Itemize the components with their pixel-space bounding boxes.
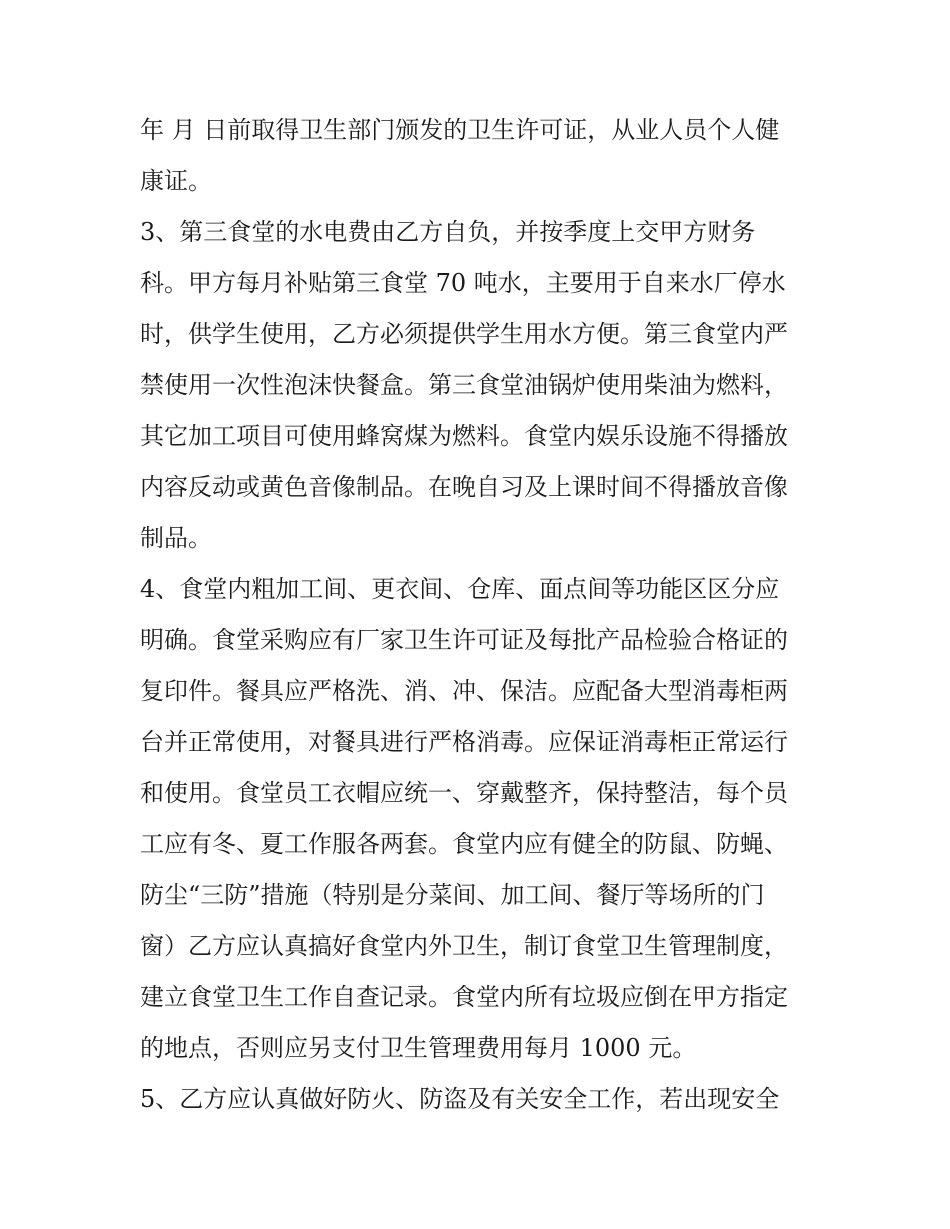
text-line: 制品。 <box>140 524 212 552</box>
text-line: 科。甲方每月补贴第三食堂 70 吨水，主要用于自来水厂停水 <box>140 269 786 297</box>
text-line: 的地点，否则应另支付卫生管理费用每月 1000 元。 <box>140 1034 697 1062</box>
text-line: 康证。 <box>140 167 212 195</box>
document-body <box>140 105 820 1125</box>
text-line: 台并正常使用，对餐具进行严格消毒。应保证消毒柜正常运行 <box>140 728 788 756</box>
text-line: 复印件。餐具应严格洗、消、冲、保洁。应配备大型消毒柜两 <box>140 677 788 705</box>
text-line: 3、第三食堂的水电费由乙方自负，并按季度上交甲方财务 <box>140 218 756 246</box>
text-line: 禁使用一次性泡沫快餐盒。第三食堂油锅炉使用柴油为燃料， <box>140 371 788 399</box>
text-line: 窗）乙方应认真搞好食堂内外卫生，制订食堂卫生管理制度， <box>140 932 788 960</box>
text-line: 和使用。食堂员工衣帽应统一、穿戴整齐，保持整洁，每个员 <box>140 779 788 807</box>
text-line: 年 月 日前取得卫生部门颁发的卫生许可证，从业人员个人健 <box>140 116 780 144</box>
text-line: 建立食堂卫生工作自查记录。食堂内所有垃圾应倒在甲方指定 <box>140 983 788 1011</box>
text-line: 防尘“三防”措施（特别是分菜间、加工间、餐厅等场所的门 <box>140 881 765 909</box>
text-line: 其它加工项目可使用蜂窝煤为燃料。食堂内娱乐设施不得播放 <box>140 422 788 450</box>
text-line: 4、食堂内粗加工间、更衣间、仓库、面点间等功能区区分应 <box>140 575 780 603</box>
text-line: 5、乙方应认真做好防火、防盗及有关安全工作，若出现安全 <box>140 1085 780 1113</box>
text-line: 明确。食堂采购应有厂家卫生许可证及每批产品检验合格证的 <box>140 626 788 654</box>
text-line: 工应有冬、夏工作服各两套。食堂内应有健全的防鼠、防蝇、 <box>140 830 788 858</box>
text-line: 时，供学生使用，乙方必须提供学生用水方便。第三食堂内严 <box>140 320 788 348</box>
text-line: 内容反动或黄色音像制品。在晚自习及上课时间不得播放音像 <box>140 473 788 501</box>
